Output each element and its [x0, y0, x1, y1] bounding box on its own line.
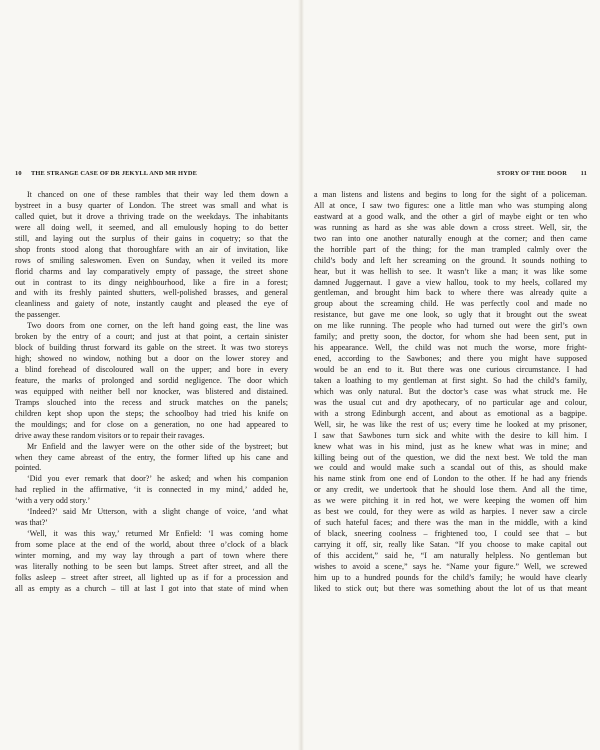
text-line: children kept shop upon the steps; the schoolboy had tried his knife on: [15, 408, 288, 418]
text-line: eastward at a good walk, and the other a girl of maybe eight or ten who: [314, 211, 587, 221]
text-line: taken a loathing to my gentleman at first sight. So had the child’s family,: [314, 375, 587, 385]
text-line: out in contrast to its dingy neighbourhood, like a fire in a forest;: [15, 277, 288, 287]
text-line: knew what was in his mind, just as he knew what was in mine; and: [314, 441, 587, 451]
text-line: pointed.: [15, 463, 42, 473]
text-line: Mr Enfield and the lawyer were on the other side of the bystreet; but: [27, 441, 288, 451]
text-line: folks asleep – street after street, all lighted up as if for a procession and: [15, 572, 288, 582]
text-line: cleanliness and gaiety of note, instantly caught and pleased the eye of: [15, 299, 288, 309]
right-running-title: STORY OF THE DOOR: [497, 170, 567, 177]
text-line: florid charms and lay comparatively empty of passage, the street shone: [15, 266, 288, 276]
text-line: Tramps slouched into the recess and struck matches on the panels;: [15, 397, 288, 407]
text-line: bystreet in a busy quarter of London. The street was small and what is: [15, 200, 288, 210]
text-line: the horrible part of the thing; for the man trampled calmly over the: [314, 244, 587, 254]
text-line: would be an end to it. But there was one curious circumstance. I had: [314, 365, 587, 374]
text-line: gentleman, and brought him back to where there was already quite a: [314, 288, 587, 298]
text-line: rows of smiling saleswomen. Even on Sunday, when it veiled its more: [15, 255, 288, 265]
text-line: when they came abreast of the entry, the former lifted up his cane and: [15, 452, 288, 462]
text-line: and with its freshly painted shutters, well-polished brasses, and general: [15, 288, 288, 298]
text-line: I saw that Sawbones turn sick and white with the desire to kill him. I: [314, 430, 587, 440]
left-page: [15, 170, 288, 595]
text-line: hear, but it was hellish to see. It wasn’t like a man; it was like some: [314, 266, 587, 276]
text-line: ‘Did you ever remark that door?’ he asked; and when his companion: [27, 474, 288, 484]
text-line: on me like running. The people who had turned out were the girl’s own: [314, 321, 587, 331]
right-page: [314, 170, 587, 595]
text-line: or any credit, we undertook that he should lose them. And all the time,: [314, 485, 587, 495]
text-line: of such hateful faces; and there was the man in the middle, with a kind: [314, 518, 587, 528]
text-line: block of building thrust forward its gable on the street. It was two storeys: [15, 343, 288, 353]
right-page-number: 11: [580, 170, 587, 177]
text-line: Two doors from one corner, on the left hand going east, the line was: [27, 321, 288, 331]
text-line: ‘with a very odd story.’: [15, 496, 91, 506]
text-line: his appearance. Well, the child was not much the worse, more fright-: [314, 343, 587, 353]
text-line: him up to a hundred pounds for the child’s family; he would have clearly: [314, 572, 587, 582]
book-gutter: [298, 0, 304, 750]
text-line: as we were pitching it in red hot, we were keeping the women off him: [314, 496, 587, 506]
right-running-head: [314, 170, 587, 182]
text-line: drive away these random visitors or to repair their ravages.: [15, 430, 205, 440]
text-line: wishes to avoid a scene,” says he. “Name your figure.” Well, we screwed: [314, 561, 587, 571]
text-line: It chanced on one of these rambles that their way led them down a: [27, 190, 288, 199]
text-line: as best we could, for they were as wild as harpies. I never saw a circle: [314, 507, 587, 517]
text-line: the passenger.: [15, 310, 61, 320]
text-line: was the usual cut and dry apothecary, of no particular age and colour,: [314, 397, 587, 407]
text-line: of this accident,” said he, “I am naturally helpless. No gentleman but: [314, 550, 587, 560]
text-line: from some place at the end of the world, about three o’clock of a black: [15, 540, 288, 549]
left-page-number: 10: [15, 170, 22, 177]
text-line: group about the screaming child. He was perfectly cool and made no: [314, 299, 587, 309]
text-line: was literally nothing to be seen but lamps. Street after street, and all the: [15, 561, 288, 571]
text-line: still, and laying out the surplus of their gains in coquetry; so that the: [15, 233, 288, 243]
text-line: called quiet, but it drove a thriving trade on the weekdays. The inhabitants: [15, 211, 288, 221]
left-page-body: [15, 190, 288, 595]
text-line: all as empty as a church – till at last I got into that state of mind when: [15, 583, 288, 593]
text-line: we could and would make such a scandal out of this, as should make: [314, 463, 587, 473]
text-line: ened, according to the Sawbones; and there you might have supposed: [314, 354, 587, 364]
text-line: family; and pretty soon, the doctor, for whom she had been sent, put in: [314, 332, 587, 342]
text-line: Well, sir, he was like the rest of us; every time he looked at my prisoner,: [314, 419, 587, 429]
text-line: feature, the marks of prolonged and sordid negligence. The door which: [15, 375, 288, 385]
text-line: high; showed no window, nothing but a door on the lower storey and: [15, 354, 288, 364]
text-line: was that?’: [15, 518, 48, 528]
text-line: was equipped with neither bell nor knocker, was blistered and distained.: [15, 386, 288, 396]
text-line: ‘Indeed?’ said Mr Utterson, with a slight change of voice, ‘and what: [27, 507, 288, 517]
text-line: was running as hard as she was able down a cross street. Well, sir, the: [314, 222, 587, 232]
text-line: child’s body and left her screaming on the ground. It sounds nothing to: [314, 255, 587, 265]
text-line: a man listens and listens and begins to long for the sight of a policeman.: [314, 190, 587, 199]
text-line: his name stink from one end of London to the other. If he had any friends: [314, 474, 587, 484]
text-line: All at once, I saw two figures: one a little man who was stumping along: [314, 200, 587, 210]
right-page-body: [314, 190, 587, 595]
text-line: damned Juggernaut. I gave a view hallou, took to my heels, collared my: [314, 277, 587, 287]
text-line: with a strong Edinburgh accent, and about as emotional as a bagpipe.: [314, 408, 587, 418]
text-line: had replied in the affirmative, ‘it is connected in my mind,’ added he,: [15, 485, 288, 495]
text-line: were all doing well, it seemed, and all emulously hoping to do better: [15, 222, 288, 232]
text-line: winter morning, and my way lay through a part of town where there: [15, 550, 288, 560]
left-running-title: THE STRANGE CASE OF DR JEKYLL AND MR HYDE: [31, 170, 198, 177]
text-line: resistance, but gave me one look, so ugly that it brought out the sweat: [314, 310, 587, 320]
text-line: ‘Well, it was this way,’ returned Mr Enfield: ‘I was coming home: [27, 529, 288, 539]
text-line: a blind forehead of discoloured wall on the upper; and bore in every: [15, 365, 288, 374]
text-line: carrying it off, sir, really like Satan. “If you choose to make capital out: [314, 540, 587, 549]
text-line: of black, sneering coolness – frightened too, I could see that – but: [314, 529, 587, 539]
text-line: killing being out of the question, we did the next best. We told the man: [314, 452, 587, 462]
text-line: shop fronts stood along that thoroughfare with an air of invitation, like: [15, 244, 288, 254]
left-running-head: [15, 170, 288, 182]
text-line: two ran into one another naturally enough at the corner; and then came: [314, 233, 587, 243]
text-line: which was only natural. But the doctor’s case was what struck me. He: [314, 386, 587, 396]
text-line: the mouldings; and for close on a generation, no one had appeared to: [15, 419, 288, 429]
text-line: liked to stick out; but there was something about the lot of us that meant: [314, 583, 587, 593]
text-line: broken by the entry of a court; and just at that point, a certain sinister: [15, 332, 288, 342]
